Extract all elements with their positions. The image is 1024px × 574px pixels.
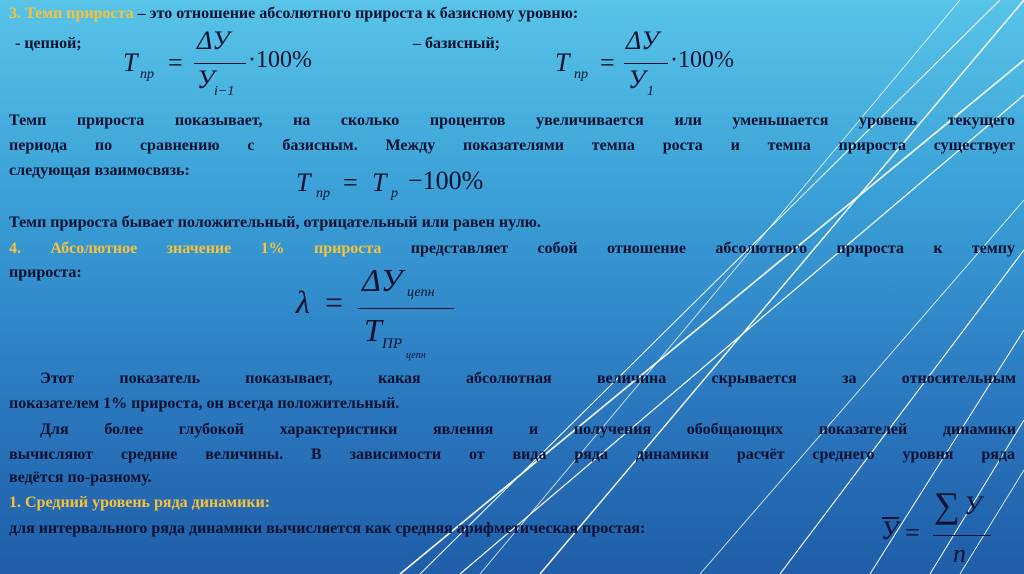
formula-mean-sum: ∑ [934, 485, 960, 525]
formula-mean-lhs: У [881, 516, 899, 545]
formula-chain-lhs: T [123, 48, 138, 77]
formula-chain-eq: = [168, 48, 183, 77]
heading-average-level: 1. Средний уровень ряда динамики: [9, 494, 271, 511]
heading4-line2: прироста: [9, 264, 82, 281]
formula-mean-num: У [964, 491, 982, 520]
formula-base-den: У [628, 65, 646, 94]
para2-line1: Этот показатель показывает, какая абсолютная величина скрывается за относительным [40, 370, 1016, 387]
formula-base-eq: = [600, 48, 615, 77]
formula-lambda-den-subsub: цепн [406, 350, 426, 361]
formula-lambda-eq: = [325, 284, 344, 320]
formula-lambda-num-sub: цепн [407, 285, 435, 300]
formula-rel-tail: −100% [408, 166, 484, 195]
formula-base-num: ΔУ [626, 26, 659, 55]
formula-lambda-den: T [364, 312, 382, 348]
para1-line2: периода по сравнению с базисным. Между показателями темпа роста и темпа прироста существует [9, 137, 1015, 154]
heading4-rest: представляет собой отношение абсолютного прироста к темпу [381, 240, 1016, 257]
heading4-number: 4. [9, 240, 21, 257]
formula-rel-t1: T [296, 168, 311, 197]
formula-chain-den-sub: i−1 [214, 84, 235, 99]
formula-lambda-lhs: λ [296, 284, 310, 320]
interval-line: для интервального ряда динамики вычисляется как средняя арифметическая простая: [9, 520, 646, 537]
para3-line1: Для более глубокой характеристики явления и получения обобщающих показателей динамики [40, 421, 1016, 438]
heading4-term: Абсолютное значение 1% прироста [50, 240, 382, 257]
para2-line2: показателем 1% прироста, он всегда положительный. [9, 395, 400, 412]
formula-rel-s1: пр [316, 186, 330, 201]
base-label: – базисный; [413, 35, 501, 52]
heading-absolute-value [9, 238, 1015, 260]
para1-line3: следующая взаимосвязь: [9, 162, 190, 179]
formula-chain-den: У [197, 65, 215, 94]
heading-number: 3. [9, 5, 21, 22]
heading-rest: – это отношение абсолютного прироста к базисному уровню: [133, 5, 579, 22]
formula-lambda-den-sub: ПР [382, 336, 402, 352]
formula-chain-tail: ·100% [248, 47, 312, 73]
formula-mean-fraction-line [933, 535, 991, 536]
heading-term: Темп прироста [25, 5, 134, 22]
formula-chain-lhs-sub: пр [140, 67, 154, 82]
formula-base-tail: ·100% [670, 47, 734, 73]
formula-base-lhs: T [555, 48, 570, 77]
formula-base-lhs-sub: пр [574, 67, 588, 82]
formula-mean-den: n [953, 539, 966, 568]
formula-base-den-sub: 1 [647, 84, 654, 99]
formula-lambda-num: ΔУ [362, 262, 403, 298]
formula-rel-t2: T [372, 168, 387, 197]
heading-tempo-prirosta [9, 3, 578, 24]
formula-rel-eq: = [343, 168, 358, 197]
chain-label: - цепной; [15, 35, 82, 52]
para3-line2: вычисляют средние величины. В зависимости от вида ряда динамики расчёт среднего уровня ряда [9, 446, 1015, 463]
formula-lambda-fraction-line [358, 308, 454, 309]
formula-mean-eq: = [905, 518, 920, 547]
formula-chain-num: ΔУ [197, 26, 230, 55]
formula-rel-s2: р [391, 186, 398, 201]
para3-line3: ведётся по-разному. [9, 469, 152, 486]
sign-line: Темп прироста бывает положительный, отрицательный или равен нулю. [9, 214, 541, 231]
para1-line1: Темп прироста показывает, на сколько процентов увеличивается или уменьшается уровень текущего [9, 112, 1015, 129]
